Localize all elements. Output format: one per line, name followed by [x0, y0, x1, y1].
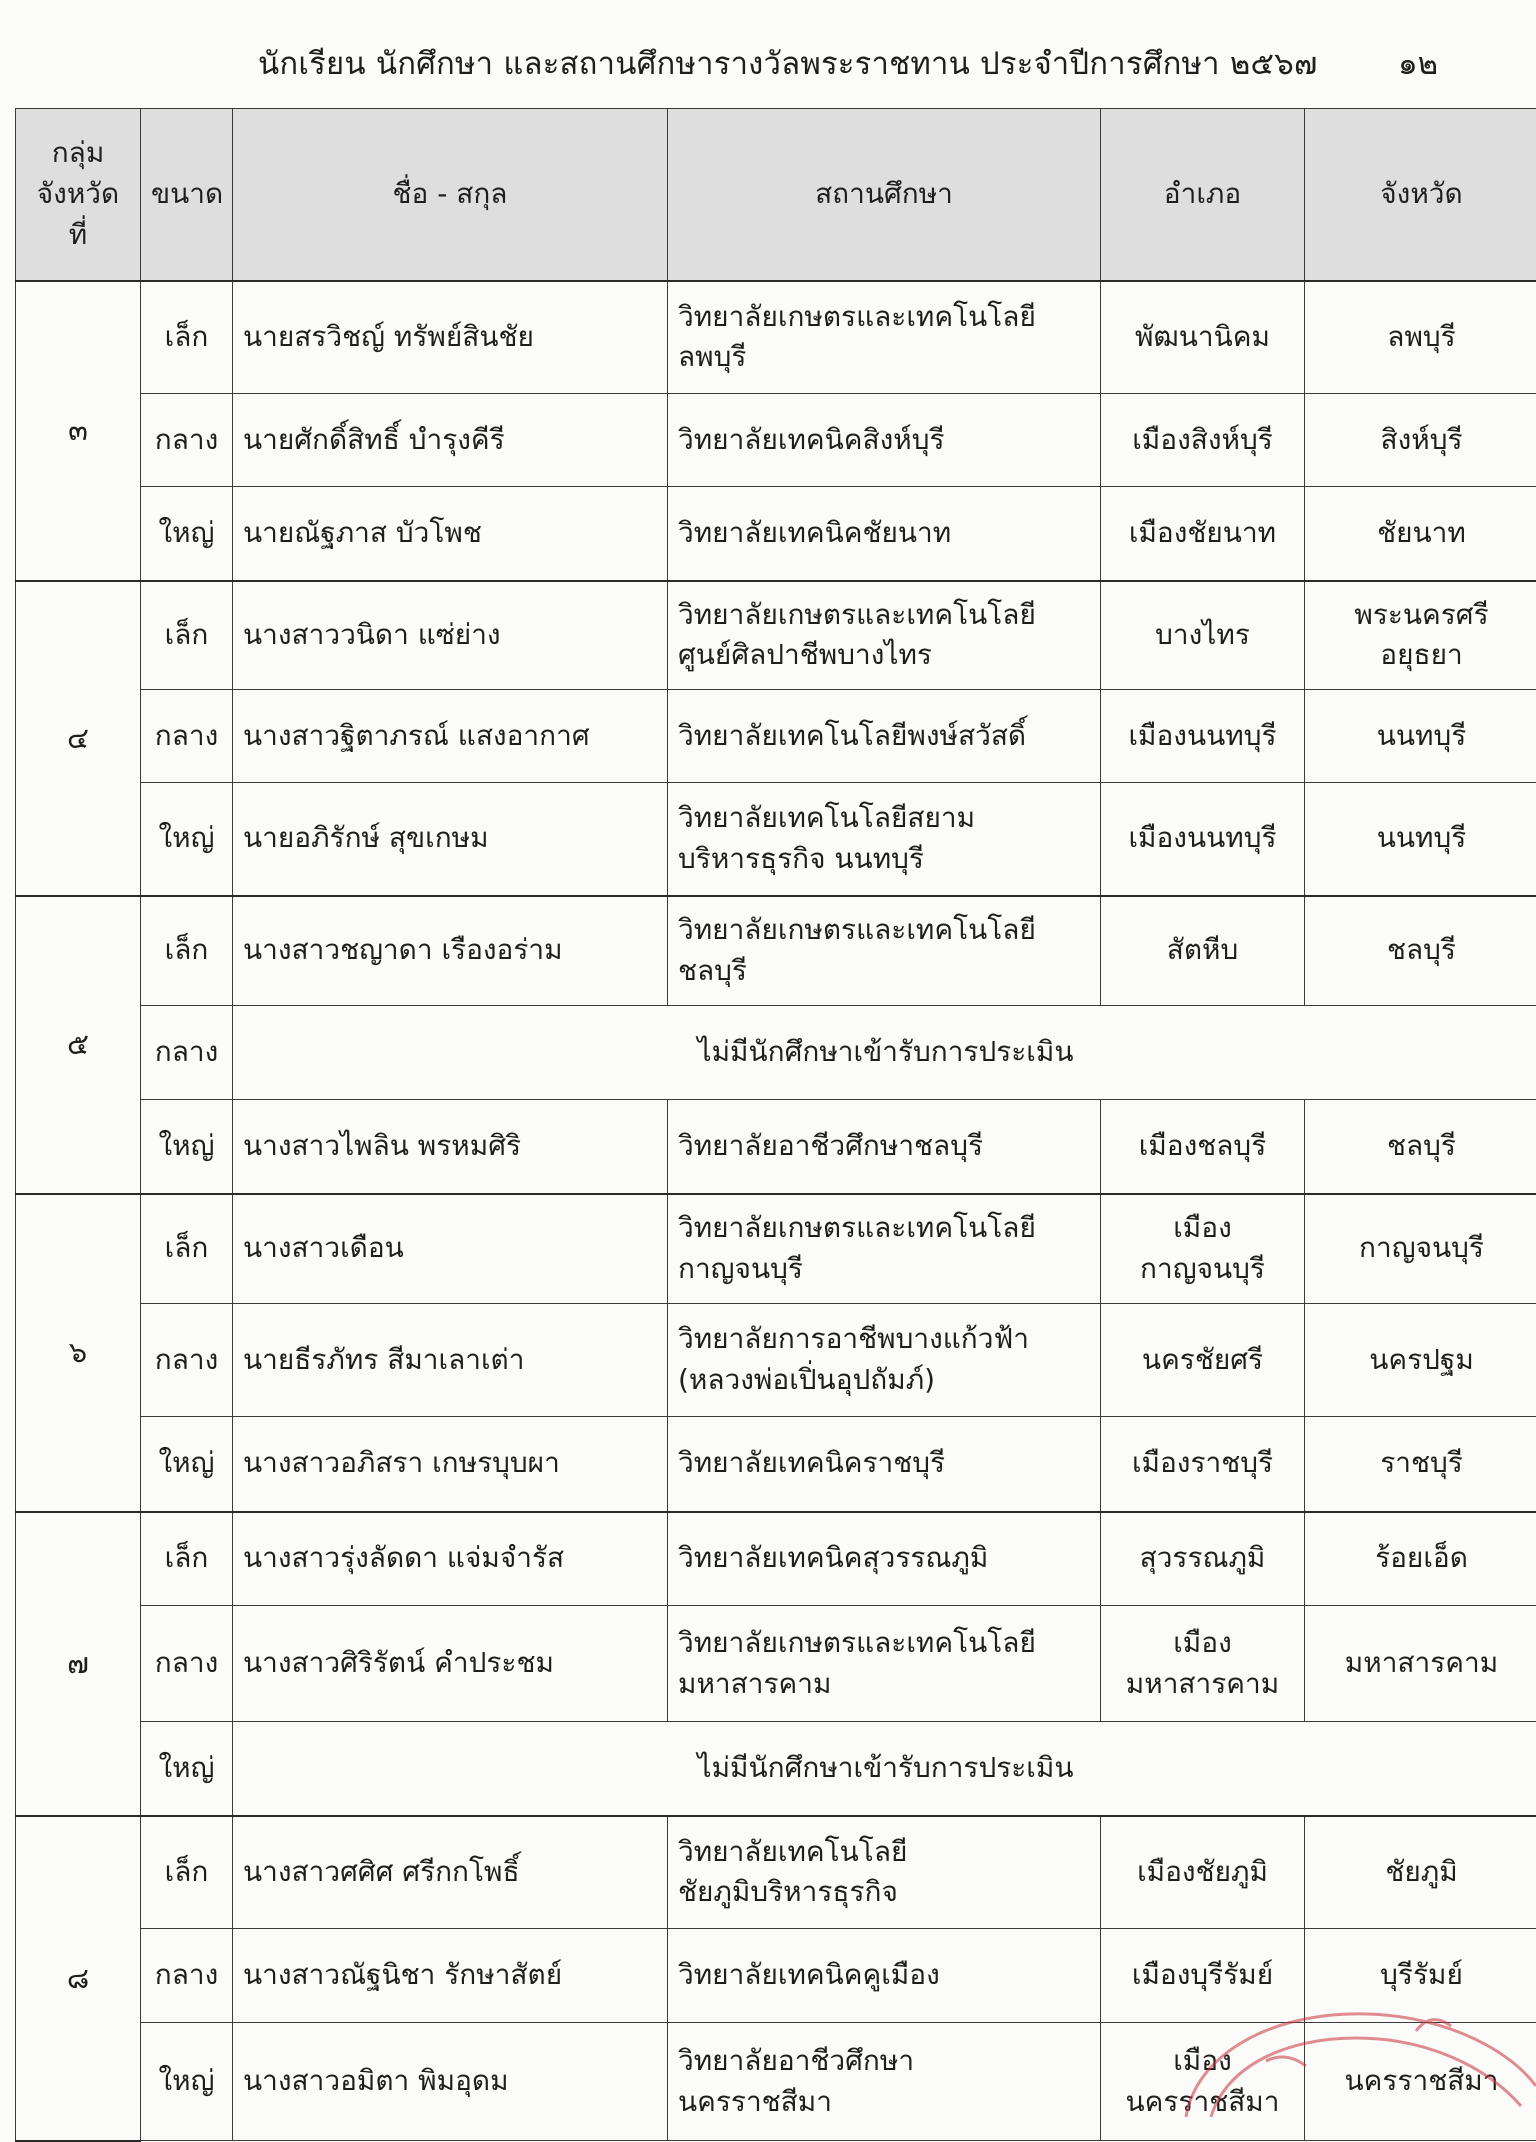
table-row [16, 1816, 1536, 1929]
group-number: ๘ [16, 1816, 141, 2141]
header-group-line1: กลุ่ม [52, 136, 105, 169]
district-cell [1101, 581, 1305, 690]
province-cell-line1: นนทบุรี [1377, 821, 1467, 854]
awards-table [15, 108, 1536, 2142]
district-cell [1101, 1606, 1305, 1722]
group-number: ๖ [16, 1194, 141, 1512]
province-cell-line1: ร้อยเอ็ด [1375, 1541, 1468, 1574]
province-cell [1305, 281, 1536, 394]
institution-cell-line2: นครราชสีมา [678, 2085, 832, 2118]
table-row [16, 1417, 1536, 1512]
institution-cell [668, 1304, 1101, 1417]
province-cell-line1: สิงห์บุรี [1380, 423, 1462, 456]
table-row [16, 1606, 1536, 1722]
size-cell: ใหญ่ [141, 1417, 233, 1512]
institution-cell-line2: ชัยภูมิบริหารธุรกิจ [678, 1875, 898, 1908]
institution-cell-line1: วิทยาลัยเทคโนโลยีสยาม [678, 801, 975, 834]
province-cell-line1: ชลบุรี [1387, 1129, 1456, 1162]
name-cell: นางสาวศศิศ ศรีกกโพธิ์ [233, 1816, 668, 1929]
size-cell: กลาง [141, 1929, 233, 2023]
size-cell: ใหญ่ [141, 487, 233, 581]
district-cell-line1: เมืองชลบุรี [1139, 1129, 1267, 1162]
institution-cell [668, 1100, 1101, 1194]
province-cell-line2: อยุธยา [1380, 638, 1462, 671]
header-group-line3: ที่ [69, 218, 87, 251]
name-cell: นายอภิรักษ์ สุขเกษม [233, 783, 668, 896]
institution-cell-line1: วิทยาลัยการอาชีพบางแก้วฟ้า [678, 1322, 1029, 1355]
district-cell-line1: เมือง [1173, 2044, 1232, 2077]
institution-cell [668, 1606, 1101, 1722]
table-row [16, 1100, 1536, 1194]
district-cell [1101, 1816, 1305, 1929]
district-cell [1101, 783, 1305, 896]
district-cell [1101, 1304, 1305, 1417]
header-group [16, 109, 141, 281]
district-cell [1101, 1929, 1305, 2023]
institution-cell-line1: วิทยาลัยเทคนิคชัยนาท [678, 516, 951, 549]
district-cell [1101, 394, 1305, 487]
province-cell [1305, 1100, 1536, 1194]
institution-cell-line2: ศูนย์ศิลปาชีพบางไทร [678, 638, 932, 671]
institution-cell [668, 394, 1101, 487]
table-header-row [16, 109, 1536, 281]
province-cell-line1: นครราชสีมา [1345, 2064, 1499, 2097]
institution-cell [668, 487, 1101, 581]
district-cell-line1: พัฒนานิคม [1135, 320, 1270, 353]
table-row [16, 1304, 1536, 1417]
province-cell [1305, 896, 1536, 1006]
size-cell: เล็ก [141, 1512, 233, 1606]
district-cell-line1: เมืองราชบุรี [1132, 1446, 1273, 1479]
table-row [16, 2023, 1536, 2141]
page-title: นักเรียน นักศึกษา และสถานศึกษารางวัลพระราชทาน ประจำปีการศึกษา ๒๕๖๗ [258, 38, 1318, 88]
name-cell: นางสาวไพลิน พรหมศิริ [233, 1100, 668, 1194]
size-cell: เล็ก [141, 581, 233, 690]
district-cell-line1: เมืองบุรีรัมย์ [1132, 1958, 1273, 1991]
size-cell: เล็ก [141, 1194, 233, 1304]
district-cell-line1: สุวรรณภูมิ [1140, 1541, 1266, 1574]
name-cell: นางสาวศิริรัตน์ คำประชม [233, 1606, 668, 1722]
province-cell [1305, 1194, 1536, 1304]
size-cell: กลาง [141, 690, 233, 783]
institution-cell-line1: วิทยาลัยเกษตรและเทคโนโลยี [678, 1211, 1036, 1244]
size-cell: กลาง [141, 1606, 233, 1722]
district-cell-line1: สัตหีบ [1167, 933, 1239, 966]
table-row [16, 1194, 1536, 1304]
table-row [16, 1722, 1536, 1816]
institution-cell-line1: วิทยาลัยเทคนิคคูเมือง [678, 1958, 940, 1991]
institution-cell [668, 1816, 1101, 1929]
institution-cell-line1: วิทยาลัยเทคโนโลยีพงษ์สวัสดิ์ [678, 719, 1026, 752]
district-cell-line1: เมืองนนทบุรี [1128, 821, 1276, 854]
province-cell [1305, 581, 1536, 690]
district-cell-line2: กาญจนบุรี [1140, 1252, 1265, 1285]
group-number: ๕ [16, 896, 141, 1194]
institution-cell-line1: วิทยาลัยเกษตรและเทคโนโลยี [678, 300, 1036, 333]
institution-cell [668, 1417, 1101, 1512]
district-cell-line1: เมืองชัยนาท [1129, 516, 1276, 549]
institution-cell-line2: ชลบุรี [678, 954, 747, 987]
institution-cell-line1: วิทยาลัยเทคนิคสิงห์บุรี [678, 423, 945, 456]
institution-cell [668, 1512, 1101, 1606]
size-cell: เล็ก [141, 1816, 233, 1929]
institution-cell-line1: วิทยาลัยเกษตรและเทคโนโลยี [678, 1626, 1036, 1659]
province-cell-line1: กาญจนบุรี [1359, 1231, 1484, 1264]
institution-cell [668, 281, 1101, 394]
size-cell: กลาง [141, 1304, 233, 1417]
name-cell: นางสาวอภิสรา เกษรบุบผา [233, 1417, 668, 1512]
header-size: ขนาด [141, 109, 233, 281]
name-cell: นายณัฐภาส บัวโพช [233, 487, 668, 581]
page-number: ๑๒ [1398, 38, 1438, 88]
province-cell [1305, 1606, 1536, 1722]
group-number: ๔ [16, 581, 141, 896]
province-cell [1305, 1304, 1536, 1417]
table-row [16, 281, 1536, 394]
name-cell: นายสรวิชญ์ ทรัพย์สินชัย [233, 281, 668, 394]
province-cell-line1: ลพบุรี [1387, 320, 1455, 353]
size-cell: เล็ก [141, 281, 233, 394]
district-cell-line1: นครชัยศรี [1142, 1343, 1263, 1376]
name-cell: นายธีรภัทร สีมาเลาเต่า [233, 1304, 668, 1417]
district-cell [1101, 281, 1305, 394]
table-row [16, 896, 1536, 1006]
district-cell-line1: เมืองสิงห์บุรี [1132, 423, 1273, 456]
province-cell [1305, 1929, 1536, 2023]
district-cell-line1: บางไทร [1155, 618, 1250, 651]
province-cell-line1: ราชบุรี [1380, 1446, 1463, 1479]
no-candidate-cell: ไม่มีนักศึกษาเข้ารับการประเมิน [233, 1722, 1536, 1816]
district-cell [1101, 690, 1305, 783]
district-cell [1101, 896, 1305, 1006]
size-cell: กลาง [141, 1006, 233, 1100]
table-row [16, 690, 1536, 783]
institution-cell [668, 896, 1101, 1006]
name-cell: นางสาวอมิตา พิมอุดม [233, 2023, 668, 2141]
table-row [16, 1929, 1536, 2023]
institution-cell-line1: วิทยาลัยเกษตรและเทคโนโลยี [678, 598, 1036, 631]
province-cell-line1: ชลบุรี [1387, 933, 1456, 966]
province-cell [1305, 1816, 1536, 1929]
district-cell-line1: เมือง [1173, 1626, 1232, 1659]
header-district: อำเภอ [1101, 109, 1305, 281]
district-cell [1101, 2023, 1305, 2141]
institution-cell-line2: มหาสารคาม [678, 1667, 831, 1700]
header-province: จังหวัด [1305, 109, 1536, 281]
institution-cell-line1: วิทยาลัยอาชีวศึกษา [678, 2044, 914, 2077]
province-cell-line1: มหาสารคาม [1345, 1646, 1498, 1679]
table-row [16, 394, 1536, 487]
institution-cell [668, 690, 1101, 783]
header-name: ชื่อ - สกุล [233, 109, 668, 281]
size-cell: เล็ก [141, 896, 233, 1006]
institution-cell-line2: บริหารธุรกิจ นนทบุรี [678, 842, 924, 875]
institution-cell-line2: ลพบุรี [678, 340, 746, 373]
district-cell-line1: เมืองชัยภูมิ [1137, 1855, 1268, 1888]
institution-cell-line2: (หลวงพ่อเปิ่นอุปถัมภ์) [678, 1363, 935, 1396]
table-row [16, 581, 1536, 690]
institution-cell-line1: วิทยาลัยอาชีวศึกษาชลบุรี [678, 1129, 983, 1162]
institution-cell [668, 1929, 1101, 2023]
header-group-line2: จังหวัด [37, 177, 119, 210]
header-institution: สถานศึกษา [668, 109, 1101, 281]
page-header [0, 38, 1536, 88]
no-candidate-cell: ไม่มีนักศึกษาเข้ารับการประเมิน [233, 1006, 1536, 1100]
institution-cell-line1: วิทยาลัยเทคนิคราชบุรี [678, 1446, 945, 1479]
size-cell: ใหญ่ [141, 783, 233, 896]
district-cell [1101, 487, 1305, 581]
province-cell [1305, 394, 1536, 487]
province-cell [1305, 487, 1536, 581]
district-cell [1101, 1194, 1305, 1304]
table-row [16, 783, 1536, 896]
province-cell-line1: ชัยนาท [1377, 516, 1466, 549]
province-cell-line1: นครปฐม [1369, 1343, 1474, 1376]
province-cell [1305, 1512, 1536, 1606]
province-cell-line1: พระนครศรี [1354, 598, 1488, 631]
name-cell: นางสาวณัฐนิชา รักษาสัตย์ [233, 1929, 668, 2023]
institution-cell [668, 1194, 1101, 1304]
province-cell-line1: นนทบุรี [1377, 719, 1467, 752]
table-row [16, 1512, 1536, 1606]
institution-cell-line1: วิทยาลัยเกษตรและเทคโนโลยี [678, 913, 1036, 946]
size-cell: ใหญ่ [141, 1722, 233, 1816]
district-cell [1101, 1100, 1305, 1194]
table-body [16, 281, 1536, 2141]
table-row [16, 487, 1536, 581]
name-cell: นางสาวฐิตาภรณ์ แสงอากาศ [233, 690, 668, 783]
institution-cell [668, 2023, 1101, 2141]
province-cell [1305, 783, 1536, 896]
province-cell-line1: บุรีรัมย์ [1380, 1958, 1463, 1991]
group-number: ๗ [16, 1512, 141, 1816]
province-cell [1305, 1417, 1536, 1512]
institution-cell-line1: วิทยาลัยเทคนิคสุวรรณภูมิ [678, 1541, 988, 1574]
size-cell: กลาง [141, 394, 233, 487]
district-cell [1101, 1512, 1305, 1606]
name-cell: นางสาวชญาดา เรืองอร่าม [233, 896, 668, 1006]
institution-cell [668, 581, 1101, 690]
institution-cell [668, 783, 1101, 896]
district-cell-line2: มหาสารคาม [1126, 1667, 1279, 1700]
group-number: ๓ [16, 281, 141, 581]
size-cell: ใหญ่ [141, 2023, 233, 2141]
name-cell: นายศักดิ์สิทธิ์ บำรุงคีรี [233, 394, 668, 487]
district-cell-line1: เมืองนนทบุรี [1128, 719, 1276, 752]
name-cell: นางสาวรุ่งลัดดา แจ่มจำรัส [233, 1512, 668, 1606]
province-cell-line1: ชัยภูมิ [1385, 1855, 1457, 1888]
province-cell [1305, 2023, 1536, 2141]
province-cell [1305, 690, 1536, 783]
institution-cell-line1: วิทยาลัยเทคโนโลยี [678, 1835, 907, 1868]
district-cell-line2: นครราชสีมา [1126, 2085, 1280, 2118]
district-cell-line1: เมือง [1173, 1211, 1232, 1244]
institution-cell-line2: กาญจนบุรี [678, 1252, 803, 1285]
name-cell: นางสาวเดือน [233, 1194, 668, 1304]
size-cell: ใหญ่ [141, 1100, 233, 1194]
district-cell [1101, 1417, 1305, 1512]
name-cell: นางสาววนิดา แซ่ย่าง [233, 581, 668, 690]
table-row [16, 1006, 1536, 1100]
